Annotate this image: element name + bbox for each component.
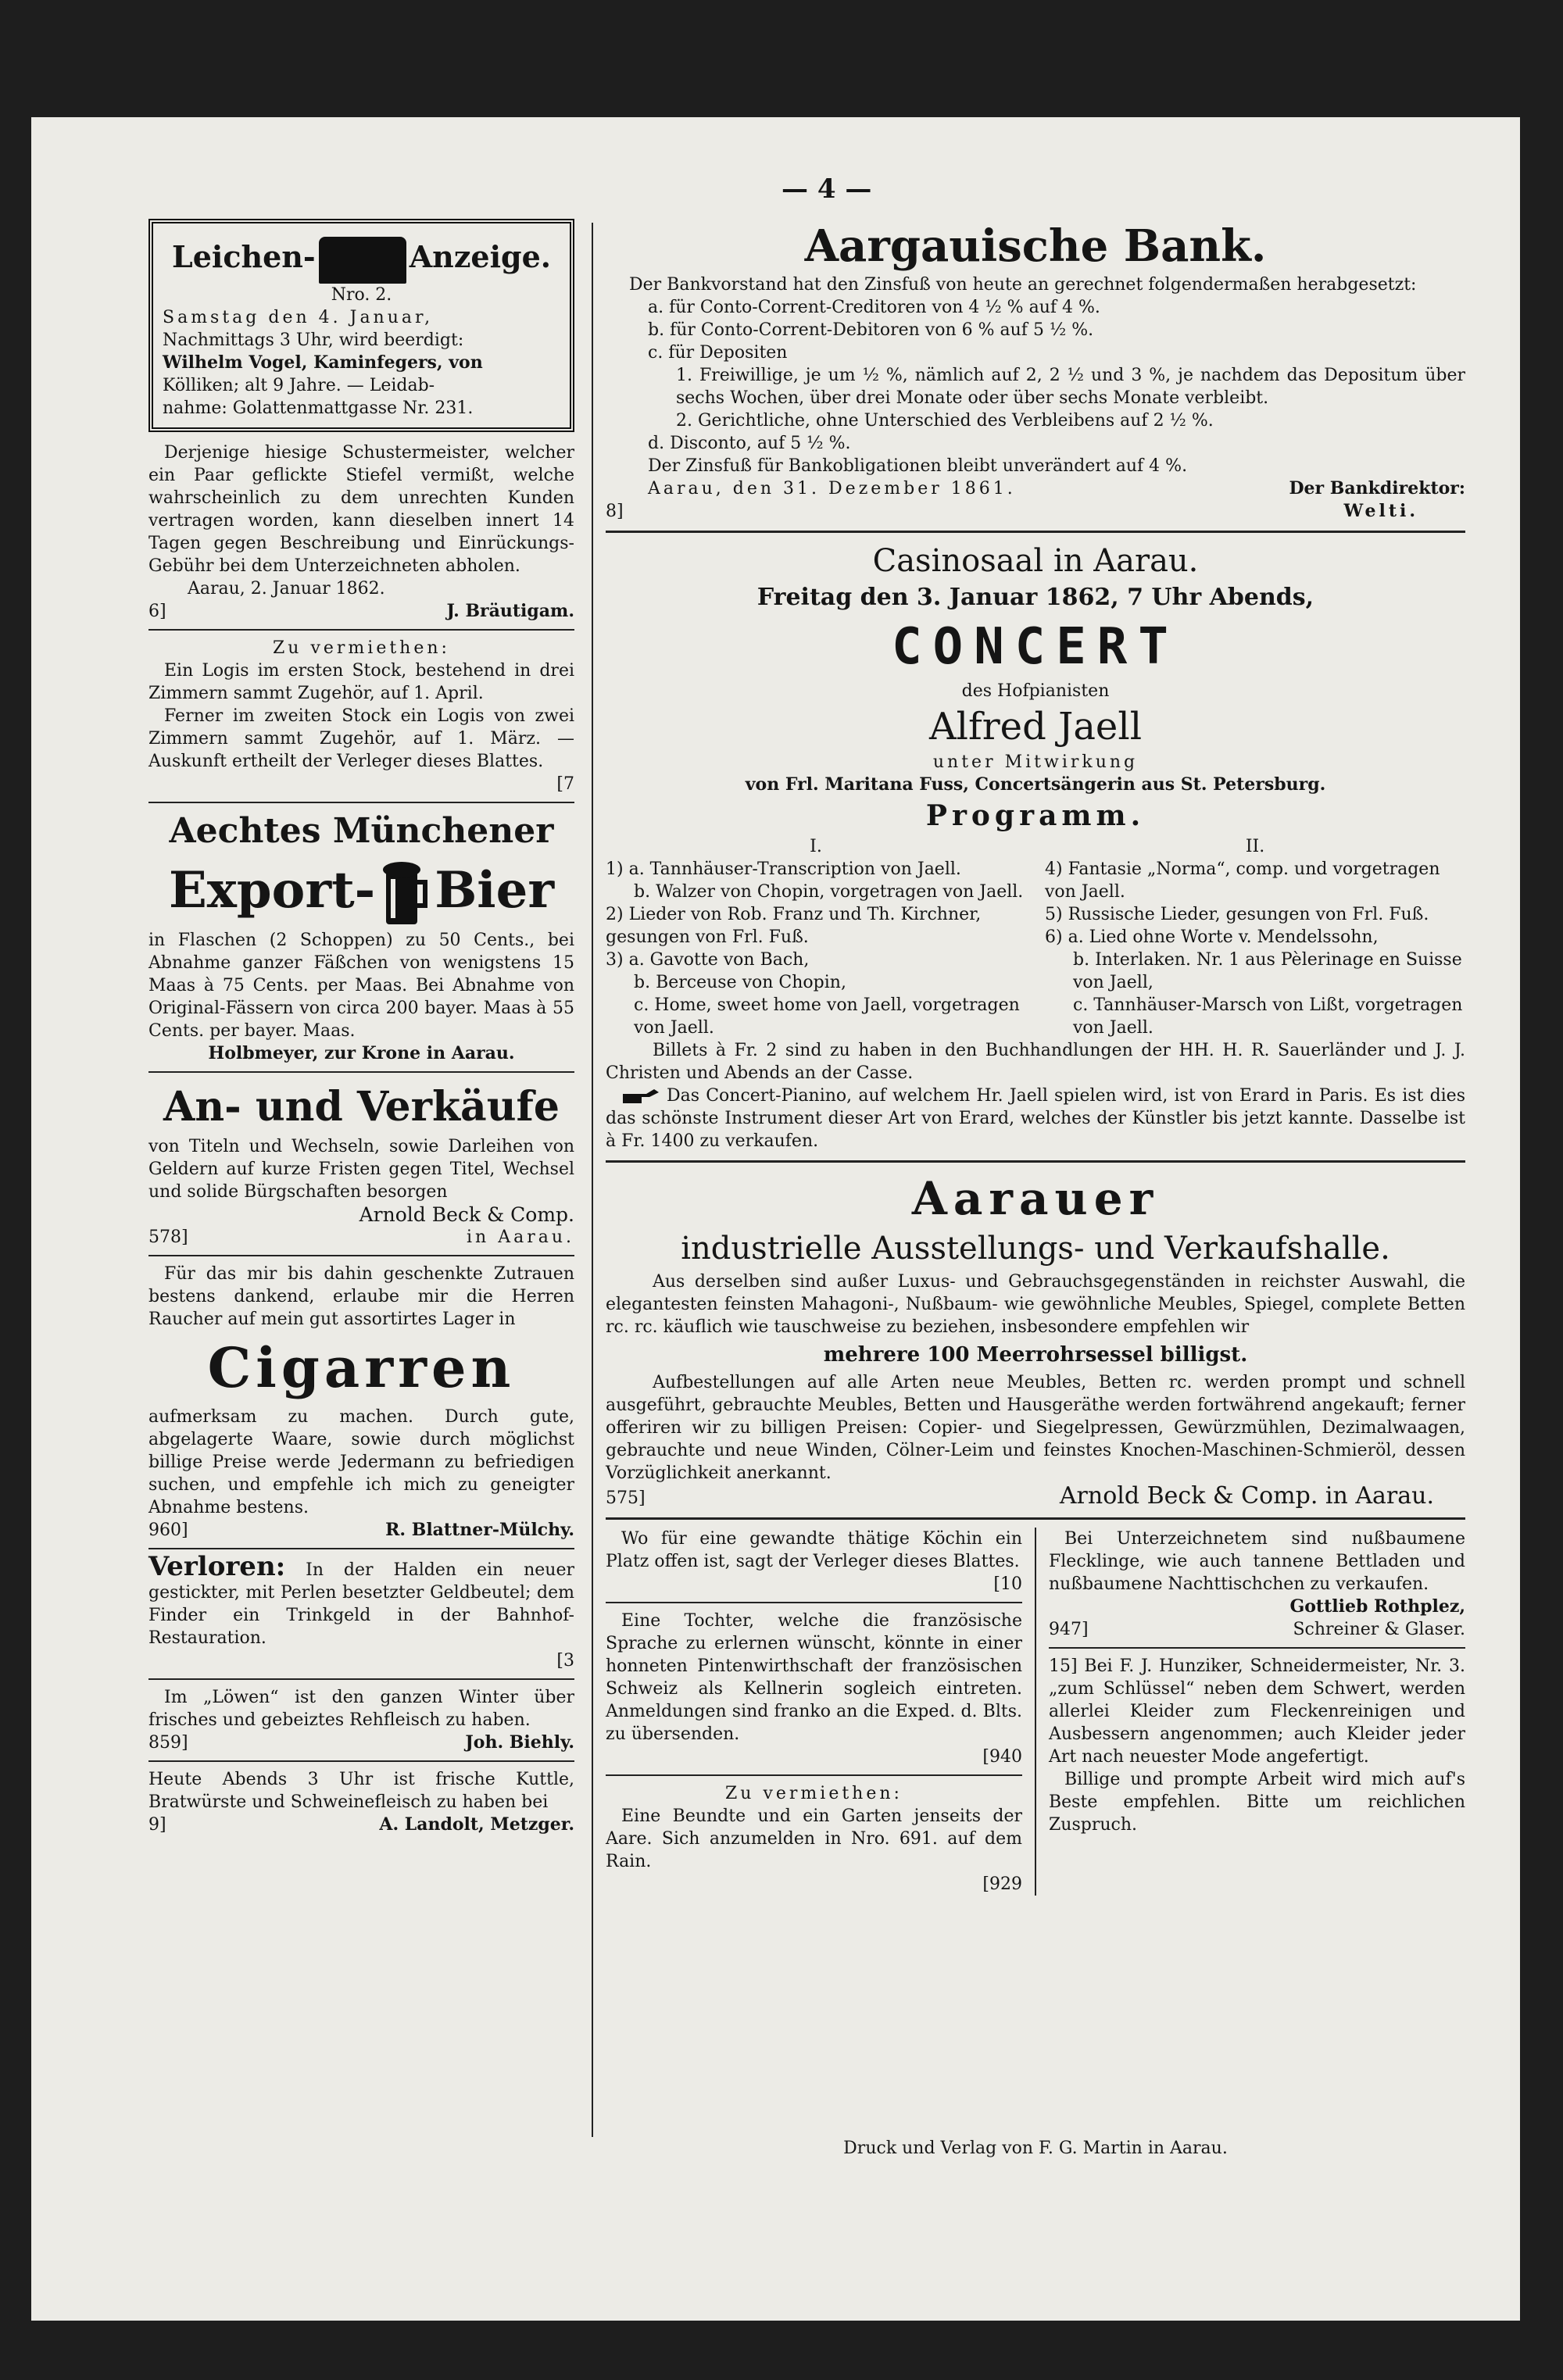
rent2-num: [929: [982, 1874, 1022, 1894]
program-columns: [606, 835, 1465, 1039]
daughter-num: [940: [982, 1747, 1022, 1767]
divider: [1049, 1647, 1465, 1649]
concert-unter: unter Mitwirkung: [932, 752, 1139, 772]
cigar-num: 960]: [148, 1521, 188, 1540]
program-part1: [606, 835, 1026, 1039]
hall-text1: Aus derselben sind außer Luxus- und Gebrauchsgegenständen in reichster Auswahl, die elegantesten feinsten Mahagoni-, Nußbaum- wie gewöhnliche Meubles, Spiegel, complete Betten rc. rc. käuflich wie tauschweise zu beziehen, insbesondere empfehlen wir: [606, 1272, 1465, 1337]
concert-des: des Hofpianisten: [961, 681, 1110, 701]
death-notice-line2: Nachmittags 3 Uhr, wird beerdigt:: [163, 330, 464, 350]
rent1-p2: Ferner im zweiten Stock ein Logis von zwei Zimmern sammt Zugehör, auf 1. März. — Auskunft ertheilt der Verleger dieses Blattes.: [148, 706, 574, 771]
divider: [606, 1774, 1022, 1776]
program-item: b. Interlaken. Nr. 1 aus Pèlerinage en Suisse von Jaell,: [1073, 950, 1462, 992]
kuttle-text: Heute Abends 3 Uhr ist frische Kuttle, Bratwürste und Schweinefleisch zu haben bei: [148, 1770, 574, 1812]
furniture-signature2: Schreiner & Glaser.: [1293, 1620, 1465, 1639]
program-heading: Programm.: [925, 799, 1146, 832]
trade-heading: An- und Verkäufe: [163, 1083, 560, 1131]
pointing-hand-icon: [621, 1088, 660, 1105]
bank-heading: Aargauische Bank.: [804, 220, 1267, 272]
hall-special: mehrere 100 Meerrohrsessel billigst.: [823, 1343, 1248, 1367]
loewen-signature: Joh. Biehly.: [465, 1732, 574, 1753]
concert-piano: Das Concert-Pianino, auf welchem Hr. Jaell spielen wird, ist von Erard in Paris. Es ist dies das schönste Instrument dieser Art von Erard, welches der Künstler bis jetzt kannte. Dasselbe ist à Fr. 1400 zu verkaufen.: [606, 1086, 1465, 1151]
program-item: 4) Fantasie „Norma“, comp. und vorgetragen von Jaell.: [1045, 859, 1440, 902]
hall-heading2: industrielle Ausstellungs- und Verkaufshalle.: [681, 1231, 1390, 1267]
trade-place: in Aarau.: [467, 1228, 574, 1247]
shoemaker-date: Aarau, 2. Januar 1862.: [188, 578, 385, 599]
furniture-signature: Gottlieb Rothplez,: [1289, 1596, 1465, 1617]
shoemaker-text: Derjenige hiesige Schustermeister, welcher ein Paar geflickte Stiefel vermißt, welche wahrscheinlich zu dem unrechten Kunden vertragen worden, kann dieselben innert 14 Tagen gegen Beschreibung und Einrückungs-Gebühr bei dem Unterzeichneten abholen.: [148, 442, 574, 576]
death-notice-title-right: Anzeige.: [409, 239, 551, 274]
beer-heading2a: Export-: [168, 860, 376, 920]
hall-signature: Arnold Beck & Comp. in Aarau.: [1059, 1482, 1434, 1510]
cook-num: [10: [993, 1574, 1022, 1594]
program-item: c. Home, sweet home von Jaell, vorgetragen von Jaell.: [634, 995, 1020, 1038]
coffin-icon: [319, 237, 406, 284]
cook-text: Wo für eine gewandte thätige Köchin ein Platz offen ist, sagt der Verleger dieses Blattes.: [606, 1529, 1022, 1571]
death-notice: [148, 219, 574, 432]
concert-artist: Alfred Jaell: [928, 705, 1143, 749]
trade-text: von Titeln und Wechseln, sowie Darleihen von Geldern auf kurze Fristen gegen Titel, Wechsel und solide Bürgschaften besorgen: [148, 1137, 574, 1202]
small-ads-left: [606, 1528, 1036, 1896]
small-ads-right: [1036, 1528, 1465, 1896]
bank-item-a: a. für Conto-Corrent-Creditoren von 4 ½ % auf 4 %.: [648, 298, 1100, 317]
bank-item-b: b. für Conto-Corrent-Debitoren von 6 % auf 5 ½ %.: [648, 320, 1094, 340]
death-notice-title-left: Leichen-: [172, 239, 316, 274]
death-notice-line1: Samstag den 4. Januar,: [163, 307, 434, 327]
divider: [148, 1760, 574, 1762]
bank-item-c: c. für Depositen: [648, 343, 788, 363]
cigar-heading: Cigarren: [207, 1335, 516, 1400]
divider: [148, 629, 574, 631]
concert-datetime: Freitag den 3. Januar 1862, 7 Uhr Abends,: [756, 584, 1314, 611]
furniture-num: 947]: [1049, 1620, 1089, 1639]
divider: [148, 1548, 574, 1549]
loewen-text: Im „Löwen“ ist den ganzen Winter über frisches und gebeiztes Rehfleisch zu haben.: [148, 1688, 574, 1730]
program-item: c. Tannhäuser-Marsch von Lißt, vorgetragen von Jaell.: [1073, 995, 1463, 1038]
bank-item-d: d. Disconto, auf 5 ½ %.: [648, 434, 851, 453]
death-notice-line4: Kölliken; alt 9 Jahre. — Leidab-: [163, 375, 435, 395]
cigar-intro: Für das mir bis dahin geschenkte Zutrauen bestens dankend, erlaube mir die Herren Raucher auf mein gut assortirtes Lager in: [148, 1264, 574, 1329]
shoemaker-num: 6]: [148, 601, 166, 621]
program-item: 3) a. Gavotte von Bach,: [606, 950, 810, 970]
beer-mug-icon: [380, 859, 430, 929]
rent1-num: [7: [556, 774, 574, 794]
trade-num: 578]: [148, 1228, 188, 1247]
concert-guest: von Frl. Maritana Fuss, Concertsängerin aus St. Petersburg.: [745, 774, 1326, 795]
concert-venue: Casinosaal in Aarau.: [872, 543, 1199, 579]
lost-word: Verloren:: [148, 1551, 286, 1582]
column-divider: [592, 223, 593, 2137]
kuttle-num: 9]: [148, 1815, 166, 1835]
bank-num: 8]: [606, 502, 624, 521]
rent2-text: Eine Beundte und ein Garten jenseits der Aare. Sich anzumelden in Nro. 691. auf dem Rain.: [606, 1806, 1022, 1871]
hall-heading1: Aarauer: [911, 1172, 1160, 1225]
program-part1-label: I.: [810, 837, 822, 856]
program-item: b. Walzer von Chopin, vorgetragen von Jaell.: [634, 882, 1024, 902]
beer-heading1: Aechtes Münchener: [169, 810, 554, 851]
bank-obligations: Der Zinsfuß für Bankobligationen bleibt unverändert auf 4 %.: [648, 456, 1188, 476]
program-part2-label: II.: [1245, 837, 1265, 856]
beer-text: in Flaschen (2 Schoppen) zu 50 Cents., bei Abnahme ganzer Fäßchen von wenigstens 15 Maas à 75 Cents. per Maas. Bei Abnahme von Original-Fässern von circa 200 bayer. Maas à 55 Cents. per bayer. Maas.: [148, 931, 574, 1041]
program-item: 2) Lieder von Rob. Franz und Th. Kirchner, gesungen von Frl. Fuß.: [606, 905, 982, 947]
small-ads-grid: [606, 1528, 1465, 1896]
bank-signature: Welti.: [1343, 501, 1418, 521]
tailor-text: 15] Bei F. J. Hunziker, Schneidermeister, Nr. 3. „zum Schlüssel“ neben dem Schwert, werden allerlei Kleider zum Fleckenreinigen und Ausbessern angenommen; auch Kleider jeder Art nach neuester Mode angefertigt.: [1049, 1656, 1465, 1767]
divider: [148, 1071, 574, 1073]
rent1-heading: Zu vermiethen:: [273, 638, 450, 658]
left-column: [148, 219, 574, 1836]
divider: [148, 1678, 574, 1680]
cigar-signature: R. Blattner-Mülchy.: [385, 1520, 574, 1540]
bank-intro: Der Bankvorstand hat den Zinsfuß von heute an gerechnet folgendermaßen herabgesetzt:: [629, 275, 1417, 295]
program-part2: [1045, 835, 1465, 1039]
daughter-text: Eine Tochter, welche die französische Sprache zu erlernen wünscht, könnte in einer honneten Pintenwirthschaft der französischen Schweiz als Kellnerin sogleich eintreten. Anmeldungen sind franko an die Exped. d. Blts. zu übersenden.: [606, 1611, 1022, 1744]
page-number: — 4 —: [782, 173, 872, 205]
divider: [606, 1160, 1465, 1163]
death-notice-line5: nahme: Golattenmattgasse Nr. 231.: [163, 398, 474, 418]
divider: [606, 1517, 1465, 1520]
rent1-p1: Ein Logis im ersten Stock, bestehend in drei Zimmern sammt Zugehör, auf 1. April.: [148, 660, 574, 703]
lost-text: In der Halden ein neuer gestickter, mit Perlen besetzter Geldbeutel; dem Finder ein Trinkgeld in der Bahnhof-Restauration.: [148, 1560, 574, 1648]
bank-item-c1: 1. Freiwillige, je um ½ %, nämlich auf 2, 2 ½ und 3 %, je nachdem das Depositum über sechs Wochen, über drei Monate oder über sechs Monate verbleibt.: [676, 366, 1465, 408]
bank-date: Aarau, den 31. Dezember 1861.: [648, 479, 1016, 499]
loewen-num: 859]: [148, 1733, 188, 1753]
death-notice-nro: Nro. 2.: [331, 284, 392, 305]
divider: [606, 531, 1465, 533]
concert-title: CONCERT: [892, 618, 1179, 676]
furniture-text: Bei Unterzeichnetem sind nußbaumene Flecklinge, wie auch tannene Bettladen und nußbaumene Nachttischchen zu verkaufen.: [1049, 1529, 1465, 1594]
rent2-heading: Zu vermiethen:: [725, 1784, 903, 1803]
tailor-text2: Billige und prompte Arbeit wird mich auf's Beste empfehlen. Bitte um reichlichen Zuspruch.: [1049, 1770, 1465, 1835]
cigar-text: aufmerksam zu machen. Durch gute, abgelagerte Waare, sowie durch möglichst billige Preise werde Jedermann zu befriedigen suchen, und empfehle ich mich zu geneigter Abnahme bestens.: [148, 1407, 574, 1517]
beer-signature: Holbmeyer, zur Krone in Aarau.: [208, 1043, 515, 1063]
divider: [606, 1602, 1022, 1603]
program-item: 6) a. Lied ohne Worte v. Mendelssohn,: [1045, 927, 1379, 947]
bank-item-c2: 2. Gerichtliche, ohne Unterschied des Verbleibens auf 2 ½ %.: [676, 411, 1214, 431]
trade-signature: Arnold Beck & Comp.: [359, 1203, 574, 1226]
program-item: b. Berceuse von Chopin,: [634, 973, 846, 992]
hall-num: 575]: [606, 1488, 646, 1508]
shoemaker-signature: J. Bräutigam.: [446, 600, 574, 621]
lost-num: [3: [556, 1651, 574, 1671]
kuttle-signature: A. Landolt, Metzger.: [379, 1814, 574, 1835]
imprint-footer: Druck und Verlag von F. G. Martin in Aarau.: [843, 2139, 1228, 2158]
bank-director: Der Bankdirektor:: [1289, 478, 1465, 499]
concert-billets: Billets à Fr. 2 sind zu haben in den Buchhandlungen der HH. H. R. Sauerländer und J. J. Christen und Abends an der Casse.: [606, 1041, 1465, 1083]
beer-heading2b: Bier: [435, 860, 555, 920]
program-item: 5) Russische Lieder, gesungen von Frl. Fuß.: [1045, 905, 1429, 924]
divider: [148, 802, 574, 803]
divider: [148, 1255, 574, 1256]
program-item: 1) a. Tannhäuser-Transcription von Jaell.: [606, 859, 961, 879]
right-column: [606, 219, 1465, 1896]
hall-text2: Aufbestellungen auf alle Arten neue Meubles, Betten rc. werden prompt und schnell ausgeführt, gebrauchte Meubles, Betten und Hausgeräthe werden fortwährend angekauft; ferner offeriren wir zu billigen Preisen: Copier- und Siegelpressen, Gewürzmühlen, Dezimalwaagen, gebrauchte und neue Winden, Cölner-Leim und feinstes Knochen-Maschinen-Schmieröl, dessen Vorzüglichkeit anerkannt.: [606, 1373, 1465, 1483]
death-notice-line3: Wilhelm Vogel, Kaminfegers, von: [163, 352, 483, 373]
